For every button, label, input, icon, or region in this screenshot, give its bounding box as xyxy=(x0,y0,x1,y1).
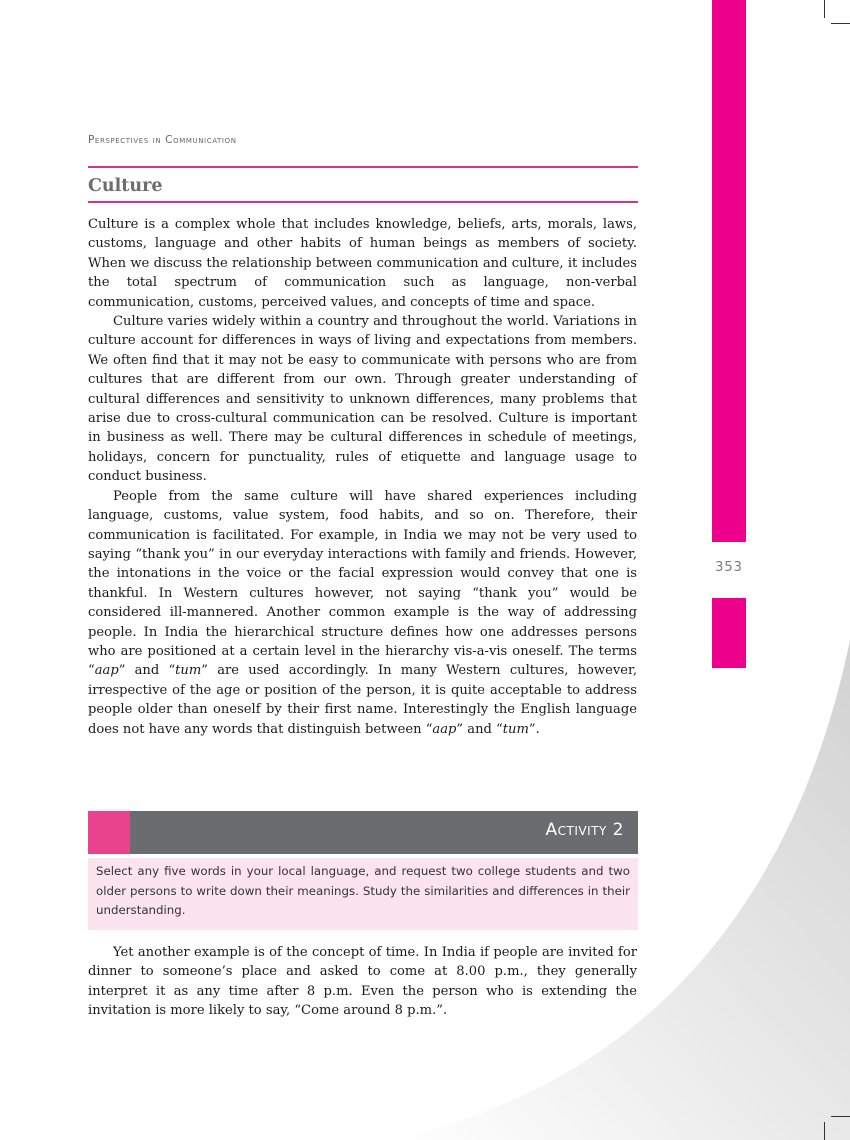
activity-box xyxy=(88,858,638,930)
body-text xyxy=(88,215,637,739)
paragraph-4: Yet another example is of the concept of time. In India if people are invited for dinner to someone’s place and asked to come at 8.00 p.m., they generally interpret it as any time after 8 p.m. Even the person who is extending the invitation is more likely to say, “Come around 8 p.m.”. xyxy=(88,945,637,1019)
crop-mark-top-vertical xyxy=(824,0,825,18)
activity-color-swatch xyxy=(88,811,130,854)
margin-accent-bar-bottom xyxy=(712,598,746,668)
activity-label: Activity 2 xyxy=(545,820,624,840)
running-header: Perspectives in Communication xyxy=(88,134,237,146)
term-aap: aap xyxy=(94,663,119,679)
activity-text: Select any five words in your local language, and request two college students and two older persons to write down their meanings. Study the similarities and differences in their understanding. xyxy=(96,864,630,917)
paragraph-3-text: ”. xyxy=(528,721,540,737)
crop-mark-bottom-horizontal xyxy=(831,1116,850,1117)
paragraph-3-text: ” and “ xyxy=(118,663,176,679)
term-aap: aap xyxy=(432,721,457,737)
paragraph-2: Culture varies widely within a country and throughout the world. Variations in culture account for differences in ways of living and expectations from members. We often find that it may not be easy to communicate with persons who are from cultures that are different from our own. Through greater understanding of cultural differences and sensitivity to unknown differences, many problems that arise due to cross-cultural communication can be resolved. Culture is important in business as well. There may be cultural differences in schedule of meetings, holidays, concern for punctuality, rules of etiquette and language usage to conduct business. xyxy=(88,314,637,485)
page-number: 353 xyxy=(715,560,743,575)
paragraph-3-text: ” and “ xyxy=(456,721,503,737)
paragraph-3-text: People from the same culture will have shared experiences including language, customs, value system, food habits, and so on. Therefore, their communication is facilitated. For example, in India we may not be very used to saying “thank you” in our everyday interactions with family and friends. However, the intonations in the voice or the facial expression would convey that one is thankful. In Western cultures however, not saying “thank you” would be considered ill-mannered. Another common example is the way of addressing people. In India the hierarchical structure defines how one addresses persons who are positioned at a certain level in the hierarchy vis-a-vis oneself. The terms “ xyxy=(88,488,637,679)
term-tum: tum xyxy=(502,721,529,737)
crop-mark-top-horizontal xyxy=(831,23,850,24)
margin-accent-bar-top xyxy=(712,0,746,542)
paragraph-1: Culture is a complex whole that includes knowledge, beliefs, arts, morals, laws, customs, language and other habits of human beings as members of society. When we discuss the relationship between communication and culture, it includes the total spectrum of communication such as language, non-verbal communication, customs, perceived values, and concepts of time and space. xyxy=(88,217,637,310)
term-tum: tum xyxy=(175,663,202,679)
paragraph-3-text: ” are used accordingly. In many Western cultures, however, irrespective of the age or position of the person, it is quite acceptable to address people older than oneself by their first name. Interestingly the English language does not have any words that distinguish between “ xyxy=(88,663,637,737)
heading-rule-bottom xyxy=(88,201,638,203)
heading-rule-top xyxy=(88,166,638,168)
section-title: Culture xyxy=(88,176,163,196)
body-text-continued xyxy=(88,943,637,1021)
activity-header xyxy=(88,811,638,854)
paragraph-3 xyxy=(88,487,637,739)
crop-mark-bottom-vertical xyxy=(824,1122,825,1140)
